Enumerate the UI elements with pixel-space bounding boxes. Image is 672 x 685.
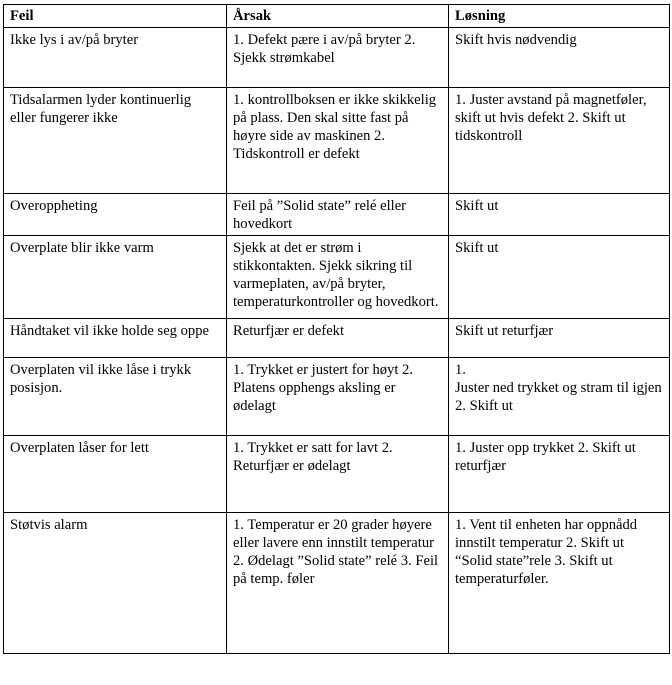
cell-arsak: Feil på ”Solid state” relé eller hovedkort [227,194,449,236]
table-row [4,236,670,319]
cell-arsak: 1. Temperatur er 20 grader høyere eller lavere enn innstilt temperatur 2. Ødelagt ”Solid state” relé 3. Feil på temp. føler [227,513,449,654]
cell-losning: Skift ut returfjær [449,319,670,358]
cell-arsak: 1. Trykket er justert for høyt 2. Platens opphengs aksling er ødelagt [227,358,449,436]
cell-losning: 1. Juster avstand på magnetføler, skift ut hvis defekt 2. Skift ut tidskontroll [449,88,670,194]
header-feil: Feil [4,5,227,28]
table-row [4,513,670,654]
header-losning: Løsning [449,5,670,28]
cell-losning: 1. Vent til enheten har oppnådd innstilt temperatur 2. Skift ut “Solid state”rele 3. Skift ut temperaturføler. [449,513,670,654]
cell-arsak: 1. kontrollboksen er ikke skikkelig på plass. Den skal sitte fast på høyre side av maskinen 2. Tidskontroll er defekt [227,88,449,194]
table-row [4,358,670,436]
cell-losning: Skift ut [449,194,670,236]
cell-arsak: Returfjær er defekt [227,319,449,358]
cell-losning: Skift ut [449,236,670,319]
cell-losning: 1. Juster opp trykket 2. Skift ut returfjær [449,436,670,513]
cell-feil: Ikke lys i av/på bryter [4,28,227,88]
cell-arsak: Sjekk at det er strøm i stikkontakten. Sjekk sikring til varmeplaten, av/på bryter, temperaturkontroller og hovedkort. [227,236,449,319]
table-row [4,28,670,88]
cell-feil: Overoppheting [4,194,227,236]
table-row [4,194,670,236]
cell-feil: Støtvis alarm [4,513,227,654]
cell-feil: Overplaten vil ikke låse i trykk posisjon. [4,358,227,436]
cell-losning: 1. Juster ned trykket og stram til igjen 2. Skift ut [449,358,670,436]
cell-feil: Overplate blir ikke varm [4,236,227,319]
cell-arsak: 1. Trykket er satt for lavt 2. Returfjær er ødelagt [227,436,449,513]
table-row [4,319,670,358]
table-row [4,436,670,513]
cell-arsak: 1. Defekt pære i av/på bryter 2. Sjekk strømkabel [227,28,449,88]
cell-feil: Håndtaket vil ikke holde seg oppe [4,319,227,358]
header-row [4,5,670,28]
troubleshooting-table [3,4,670,654]
table-row [4,88,670,194]
cell-losning: Skift hvis nødvendig [449,28,670,88]
cell-feil: Tidsalarmen lyder kontinuerlig eller fungerer ikke [4,88,227,194]
header-arsak: Årsak [227,5,449,28]
cell-feil: Overplaten låser for lett [4,436,227,513]
